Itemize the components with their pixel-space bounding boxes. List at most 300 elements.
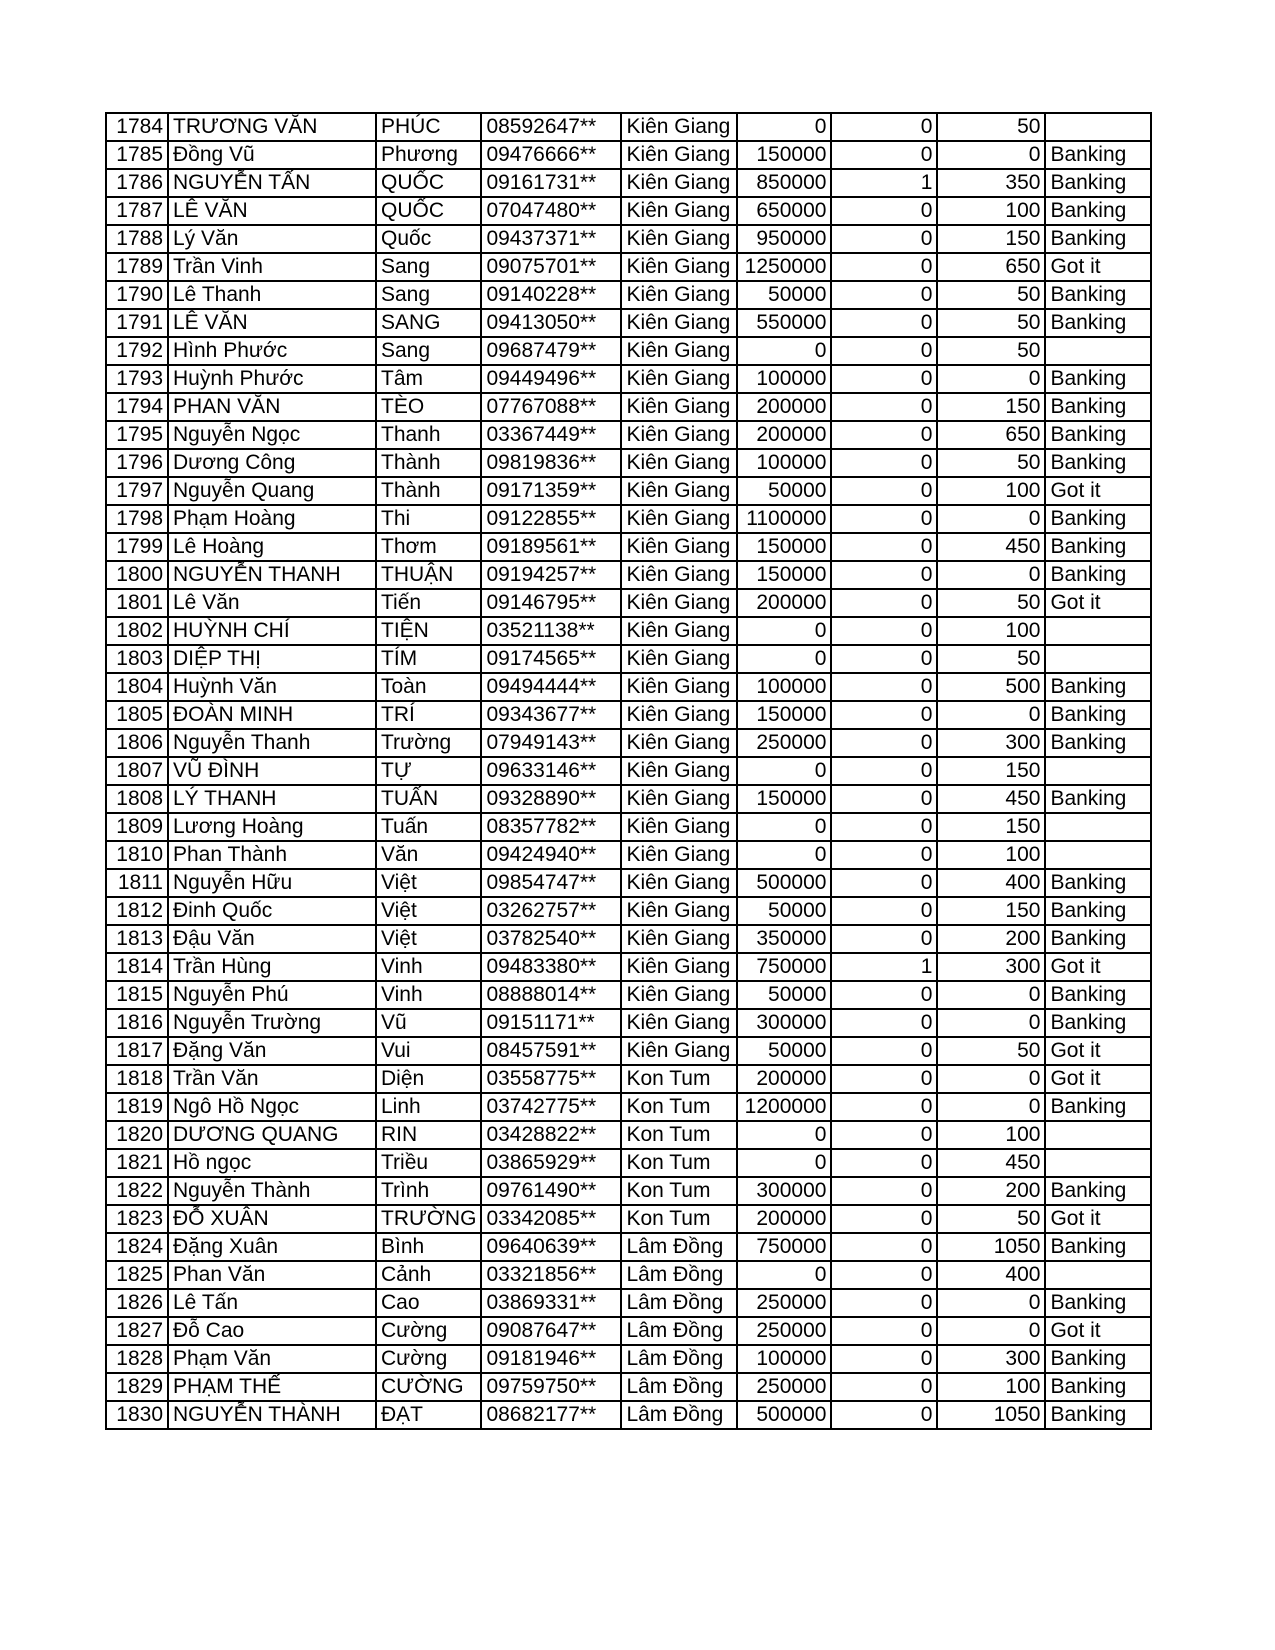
- cell-first-name: QUỐC: [376, 169, 481, 197]
- cell-points: 300: [937, 953, 1045, 981]
- cell-points: 450: [937, 1149, 1045, 1177]
- cell-row-number: 1802: [106, 617, 168, 645]
- cell-amount: 0: [737, 617, 831, 645]
- cell-points: 0: [937, 1009, 1045, 1037]
- cell-amount: 150000: [737, 561, 831, 589]
- cell-amount: 250000: [737, 1373, 831, 1401]
- cell-phone: 09181946**: [481, 1345, 621, 1373]
- cell-last-middle-name: Phan Thành: [168, 841, 376, 869]
- table-row: [106, 1373, 1151, 1401]
- cell-points: 300: [937, 729, 1045, 757]
- cell-row-number: 1813: [106, 925, 168, 953]
- cell-method: Banking: [1045, 981, 1151, 1009]
- cell-points: 400: [937, 869, 1045, 897]
- cell-province: Lâm Đồng: [621, 1401, 737, 1429]
- cell-row-number: 1803: [106, 645, 168, 673]
- cell-points: 0: [937, 561, 1045, 589]
- cell-method: Banking: [1045, 1009, 1151, 1037]
- cell-points: 200: [937, 925, 1045, 953]
- cell-first-name: Triều: [376, 1149, 481, 1177]
- cell-method: Banking: [1045, 197, 1151, 225]
- cell-province: Kiên Giang: [621, 785, 737, 813]
- cell-phone: 09437371**: [481, 225, 621, 253]
- cell-count: 0: [831, 393, 937, 421]
- cell-last-middle-name: ĐỖ XUÂN: [168, 1205, 376, 1233]
- cell-points: 0: [937, 141, 1045, 169]
- cell-first-name: QUỐC: [376, 197, 481, 225]
- cell-row-number: 1785: [106, 141, 168, 169]
- cell-count: 0: [831, 421, 937, 449]
- table-row: [106, 841, 1151, 869]
- cell-count: 0: [831, 701, 937, 729]
- cell-row-number: 1788: [106, 225, 168, 253]
- cell-amount: 0: [737, 1149, 831, 1177]
- cell-method: Banking: [1045, 281, 1151, 309]
- cell-count: 0: [831, 225, 937, 253]
- cell-row-number: 1810: [106, 841, 168, 869]
- cell-row-number: 1827: [106, 1317, 168, 1345]
- table-row: [106, 701, 1151, 729]
- table-row: [106, 1261, 1151, 1289]
- cell-phone: 09640639**: [481, 1233, 621, 1261]
- cell-first-name: Thi: [376, 505, 481, 533]
- table-row: [106, 1037, 1151, 1065]
- cell-count: 1: [831, 953, 937, 981]
- cell-row-number: 1818: [106, 1065, 168, 1093]
- cell-method: Banking: [1045, 1289, 1151, 1317]
- cell-amount: 250000: [737, 1289, 831, 1317]
- cell-count: 0: [831, 309, 937, 337]
- cell-province: Kiên Giang: [621, 841, 737, 869]
- cell-province: Kiên Giang: [621, 449, 737, 477]
- cell-phone: 09476666**: [481, 141, 621, 169]
- cell-phone: 03262757**: [481, 897, 621, 925]
- cell-province: Kiên Giang: [621, 1009, 737, 1037]
- cell-province: Kiên Giang: [621, 561, 737, 589]
- cell-count: 0: [831, 141, 937, 169]
- cell-province: Kiên Giang: [621, 281, 737, 309]
- table-row: [106, 1121, 1151, 1149]
- cell-count: 0: [831, 813, 937, 841]
- cell-phone: 03782540**: [481, 925, 621, 953]
- cell-province: Kon Tum: [621, 1065, 737, 1093]
- cell-first-name: TUẤN: [376, 785, 481, 813]
- cell-last-middle-name: Đậu Văn: [168, 925, 376, 953]
- cell-method: Banking: [1045, 365, 1151, 393]
- cell-last-middle-name: NGUYỄN THÀNH: [168, 1401, 376, 1429]
- cell-row-number: 1825: [106, 1261, 168, 1289]
- cell-province: Kiên Giang: [621, 813, 737, 841]
- cell-last-middle-name: Nguyễn Trường: [168, 1009, 376, 1037]
- cell-row-number: 1830: [106, 1401, 168, 1429]
- cell-count: 0: [831, 449, 937, 477]
- cell-points: 500: [937, 673, 1045, 701]
- cell-row-number: 1824: [106, 1233, 168, 1261]
- table-row: [106, 1009, 1151, 1037]
- cell-row-number: 1822: [106, 1177, 168, 1205]
- cell-method: Banking: [1045, 561, 1151, 589]
- cell-row-number: 1811: [106, 869, 168, 897]
- cell-count: 0: [831, 1261, 937, 1289]
- cell-count: 0: [831, 1149, 937, 1177]
- cell-last-middle-name: TRƯƠNG VĂN: [168, 113, 376, 141]
- cell-first-name: Linh: [376, 1093, 481, 1121]
- cell-last-middle-name: Huỳnh Phước: [168, 365, 376, 393]
- table-row: [106, 281, 1151, 309]
- cell-method: Banking: [1045, 1401, 1151, 1429]
- cell-province: Kiên Giang: [621, 897, 737, 925]
- table-row: [106, 141, 1151, 169]
- cell-method: Got it: [1045, 589, 1151, 617]
- table-row: [106, 1205, 1151, 1233]
- cell-method: Banking: [1045, 393, 1151, 421]
- table-row: [106, 897, 1151, 925]
- cell-province: Kiên Giang: [621, 925, 737, 953]
- cell-method: [1045, 813, 1151, 841]
- cell-row-number: 1829: [106, 1373, 168, 1401]
- cell-row-number: 1795: [106, 421, 168, 449]
- cell-last-middle-name: DIỆP THỊ: [168, 645, 376, 673]
- cell-first-name: TÈO: [376, 393, 481, 421]
- cell-last-middle-name: Nguyễn Ngọc: [168, 421, 376, 449]
- cell-province: Kiên Giang: [621, 253, 737, 281]
- table-row: [106, 617, 1151, 645]
- table-row: [106, 757, 1151, 785]
- cell-count: 0: [831, 365, 937, 393]
- cell-province: Kiên Giang: [621, 673, 737, 701]
- cell-last-middle-name: Nguyễn Thanh: [168, 729, 376, 757]
- cell-method: [1045, 1261, 1151, 1289]
- cell-province: Kon Tum: [621, 1205, 737, 1233]
- cell-phone: 08682177**: [481, 1401, 621, 1429]
- cell-province: Kiên Giang: [621, 505, 737, 533]
- cell-last-middle-name: Trần Văn: [168, 1065, 376, 1093]
- cell-phone: 09819836**: [481, 449, 621, 477]
- cell-method: Banking: [1045, 449, 1151, 477]
- cell-row-number: 1817: [106, 1037, 168, 1065]
- cell-count: 0: [831, 589, 937, 617]
- cell-method: Banking: [1045, 1345, 1151, 1373]
- cell-amount: 0: [737, 757, 831, 785]
- cell-method: [1045, 617, 1151, 645]
- table-row: [106, 1177, 1151, 1205]
- cell-points: 0: [937, 701, 1045, 729]
- cell-province: Kiên Giang: [621, 421, 737, 449]
- cell-province: Lâm Đồng: [621, 1345, 737, 1373]
- cell-row-number: 1794: [106, 393, 168, 421]
- cell-phone: 07047480**: [481, 197, 621, 225]
- cell-first-name: Sang: [376, 337, 481, 365]
- cell-points: 650: [937, 421, 1045, 449]
- cell-phone: 03367449**: [481, 421, 621, 449]
- cell-phone: 09174565**: [481, 645, 621, 673]
- cell-phone: 09171359**: [481, 477, 621, 505]
- cell-points: 100: [937, 617, 1045, 645]
- cell-count: 0: [831, 785, 937, 813]
- table-row: [106, 1401, 1151, 1429]
- cell-points: 150: [937, 757, 1045, 785]
- cell-phone: 09151171**: [481, 1009, 621, 1037]
- cell-first-name: Việt: [376, 925, 481, 953]
- table-row: [106, 393, 1151, 421]
- cell-first-name: Diện: [376, 1065, 481, 1093]
- cell-last-middle-name: Hình Phước: [168, 337, 376, 365]
- cell-phone: 07767088**: [481, 393, 621, 421]
- cell-amount: 750000: [737, 953, 831, 981]
- cell-last-middle-name: Lý Văn: [168, 225, 376, 253]
- table-row: [106, 869, 1151, 897]
- cell-row-number: 1812: [106, 897, 168, 925]
- cell-row-number: 1792: [106, 337, 168, 365]
- cell-points: 50: [937, 449, 1045, 477]
- cell-amount: 50000: [737, 897, 831, 925]
- cell-phone: 07949143**: [481, 729, 621, 757]
- cell-last-middle-name: HUỲNH CHÍ: [168, 617, 376, 645]
- cell-last-middle-name: PHẠM THẾ: [168, 1373, 376, 1401]
- cell-row-number: 1787: [106, 197, 168, 225]
- cell-first-name: Thơm: [376, 533, 481, 561]
- cell-province: Kiên Giang: [621, 337, 737, 365]
- cell-points: 50: [937, 337, 1045, 365]
- cell-method: Banking: [1045, 505, 1151, 533]
- cell-phone: 03428822**: [481, 1121, 621, 1149]
- cell-last-middle-name: LÊ VĂN: [168, 309, 376, 337]
- cell-first-name: Thanh: [376, 421, 481, 449]
- cell-amount: 150000: [737, 701, 831, 729]
- cell-phone: 09122855**: [481, 505, 621, 533]
- cell-first-name: Vui: [376, 1037, 481, 1065]
- cell-amount: 1100000: [737, 505, 831, 533]
- cell-first-name: Vũ: [376, 1009, 481, 1037]
- cell-phone: 09687479**: [481, 337, 621, 365]
- cell-phone: 03742775**: [481, 1093, 621, 1121]
- cell-first-name: Sang: [376, 253, 481, 281]
- cell-amount: 500000: [737, 869, 831, 897]
- cell-phone: 09759750**: [481, 1373, 621, 1401]
- cell-amount: 200000: [737, 393, 831, 421]
- cell-province: Kiên Giang: [621, 365, 737, 393]
- cell-first-name: TRƯỜNG: [376, 1205, 481, 1233]
- table-row: [106, 1233, 1151, 1261]
- cell-last-middle-name: Ngô Hồ Ngọc: [168, 1093, 376, 1121]
- cell-points: 0: [937, 1065, 1045, 1093]
- cell-phone: 09449496**: [481, 365, 621, 393]
- cell-phone: 09194257**: [481, 561, 621, 589]
- cell-method: Banking: [1045, 225, 1151, 253]
- cell-amount: 50000: [737, 1037, 831, 1065]
- cell-amount: 500000: [737, 1401, 831, 1429]
- cell-last-middle-name: VŨ ĐÌNH: [168, 757, 376, 785]
- cell-first-name: SANG: [376, 309, 481, 337]
- cell-first-name: TRÍ: [376, 701, 481, 729]
- cell-province: Lâm Đồng: [621, 1317, 737, 1345]
- cell-method: Banking: [1045, 309, 1151, 337]
- cell-first-name: Cường: [376, 1317, 481, 1345]
- table-row: [106, 785, 1151, 813]
- cell-first-name: Việt: [376, 897, 481, 925]
- table-body: [106, 113, 1151, 1429]
- cell-points: 0: [937, 981, 1045, 1009]
- cell-first-name: CƯỜNG: [376, 1373, 481, 1401]
- cell-row-number: 1828: [106, 1345, 168, 1373]
- cell-count: 0: [831, 981, 937, 1009]
- cell-first-name: Quốc: [376, 225, 481, 253]
- cell-amount: 0: [737, 1261, 831, 1289]
- cell-phone: 03321856**: [481, 1261, 621, 1289]
- cell-first-name: Việt: [376, 869, 481, 897]
- cell-first-name: Sang: [376, 281, 481, 309]
- cell-count: 0: [831, 1401, 937, 1429]
- cell-method: Banking: [1045, 785, 1151, 813]
- cell-amount: 250000: [737, 1317, 831, 1345]
- cell-amount: 1200000: [737, 1093, 831, 1121]
- cell-method: Banking: [1045, 533, 1151, 561]
- cell-phone: 09343677**: [481, 701, 621, 729]
- cell-province: Lâm Đồng: [621, 1261, 737, 1289]
- table-row: [106, 1093, 1151, 1121]
- cell-last-middle-name: Lê Văn: [168, 589, 376, 617]
- cell-points: 0: [937, 505, 1045, 533]
- cell-first-name: TÍM: [376, 645, 481, 673]
- cell-points: 50: [937, 1205, 1045, 1233]
- cell-row-number: 1805: [106, 701, 168, 729]
- cell-amount: 550000: [737, 309, 831, 337]
- cell-row-number: 1826: [106, 1289, 168, 1317]
- cell-amount: 300000: [737, 1009, 831, 1037]
- cell-count: 0: [831, 561, 937, 589]
- cell-province: Kiên Giang: [621, 981, 737, 1009]
- cell-amount: 0: [737, 813, 831, 841]
- cell-row-number: 1784: [106, 113, 168, 141]
- cell-first-name: RIN: [376, 1121, 481, 1149]
- table-row: [106, 365, 1151, 393]
- cell-row-number: 1806: [106, 729, 168, 757]
- cell-first-name: TIỆN: [376, 617, 481, 645]
- cell-province: Kon Tum: [621, 1093, 737, 1121]
- cell-last-middle-name: Đỗ Cao: [168, 1317, 376, 1345]
- cell-amount: 50000: [737, 477, 831, 505]
- data-table: [105, 112, 1152, 1430]
- cell-last-middle-name: NGUYỄN TẤN: [168, 169, 376, 197]
- table-row: [106, 925, 1151, 953]
- cell-amount: 0: [737, 113, 831, 141]
- cell-method: Banking: [1045, 141, 1151, 169]
- cell-count: 0: [831, 757, 937, 785]
- cell-phone: 09328890**: [481, 785, 621, 813]
- table-row: [106, 197, 1151, 225]
- cell-count: 0: [831, 1205, 937, 1233]
- table-row: [106, 449, 1151, 477]
- cell-first-name: Bình: [376, 1233, 481, 1261]
- cell-last-middle-name: DƯƠNG QUANG: [168, 1121, 376, 1149]
- cell-count: 0: [831, 1373, 937, 1401]
- cell-method: Banking: [1045, 421, 1151, 449]
- cell-province: Kiên Giang: [621, 589, 737, 617]
- cell-last-middle-name: Đồng Vũ: [168, 141, 376, 169]
- cell-first-name: Cảnh: [376, 1261, 481, 1289]
- cell-last-middle-name: LÊ VĂN: [168, 197, 376, 225]
- cell-last-middle-name: Đặng Xuân: [168, 1233, 376, 1261]
- cell-count: 0: [831, 533, 937, 561]
- cell-row-number: 1804: [106, 673, 168, 701]
- cell-amount: 100000: [737, 1345, 831, 1373]
- cell-last-middle-name: Đinh Quốc: [168, 897, 376, 925]
- cell-amount: 200000: [737, 421, 831, 449]
- cell-method: Banking: [1045, 1233, 1151, 1261]
- cell-points: 1050: [937, 1401, 1045, 1429]
- cell-amount: 0: [737, 841, 831, 869]
- cell-method: [1045, 645, 1151, 673]
- table-row: [106, 253, 1151, 281]
- cell-row-number: 1799: [106, 533, 168, 561]
- cell-count: 0: [831, 897, 937, 925]
- cell-first-name: Phương: [376, 141, 481, 169]
- cell-row-number: 1816: [106, 1009, 168, 1037]
- table-row: [106, 1317, 1151, 1345]
- cell-first-name: Toàn: [376, 673, 481, 701]
- cell-amount: 150000: [737, 533, 831, 561]
- cell-count: 0: [831, 1065, 937, 1093]
- cell-first-name: Tuấn: [376, 813, 481, 841]
- table-row: [106, 1149, 1151, 1177]
- cell-points: 0: [937, 1093, 1045, 1121]
- cell-last-middle-name: Lê Hoàng: [168, 533, 376, 561]
- cell-province: Kiên Giang: [621, 869, 737, 897]
- cell-amount: 50000: [737, 981, 831, 1009]
- cell-row-number: 1791: [106, 309, 168, 337]
- table-row: [106, 533, 1151, 561]
- cell-first-name: Vinh: [376, 981, 481, 1009]
- cell-province: Kiên Giang: [621, 617, 737, 645]
- cell-province: Kiên Giang: [621, 729, 737, 757]
- cell-count: 0: [831, 281, 937, 309]
- cell-phone: 03865929**: [481, 1149, 621, 1177]
- cell-amount: 950000: [737, 225, 831, 253]
- cell-province: Kon Tum: [621, 1121, 737, 1149]
- cell-count: 0: [831, 113, 937, 141]
- cell-method: Got it: [1045, 1317, 1151, 1345]
- cell-row-number: 1815: [106, 981, 168, 1009]
- cell-count: 0: [831, 1345, 937, 1373]
- cell-points: 100: [937, 477, 1045, 505]
- cell-first-name: Văn: [376, 841, 481, 869]
- cell-first-name: ĐẠT: [376, 1401, 481, 1429]
- cell-points: 350: [937, 169, 1045, 197]
- cell-amount: 750000: [737, 1233, 831, 1261]
- cell-method: Got it: [1045, 1037, 1151, 1065]
- cell-method: Banking: [1045, 701, 1151, 729]
- cell-province: Kiên Giang: [621, 393, 737, 421]
- cell-amount: 300000: [737, 1177, 831, 1205]
- cell-count: 0: [831, 1093, 937, 1121]
- cell-phone: 09413050**: [481, 309, 621, 337]
- table-row: [106, 169, 1151, 197]
- table-row: [106, 113, 1151, 141]
- cell-last-middle-name: ĐOÀN MINH: [168, 701, 376, 729]
- cell-method: Got it: [1045, 953, 1151, 981]
- cell-last-middle-name: PHAN VĂN: [168, 393, 376, 421]
- cell-phone: 09146795**: [481, 589, 621, 617]
- cell-method: Got it: [1045, 1065, 1151, 1093]
- cell-province: Kiên Giang: [621, 197, 737, 225]
- cell-province: Kon Tum: [621, 1177, 737, 1205]
- cell-last-middle-name: Nguyễn Hữu: [168, 869, 376, 897]
- cell-amount: 200000: [737, 1065, 831, 1093]
- cell-points: 100: [937, 1373, 1045, 1401]
- cell-phone: 09161731**: [481, 169, 621, 197]
- table-row: [106, 729, 1151, 757]
- cell-points: 650: [937, 253, 1045, 281]
